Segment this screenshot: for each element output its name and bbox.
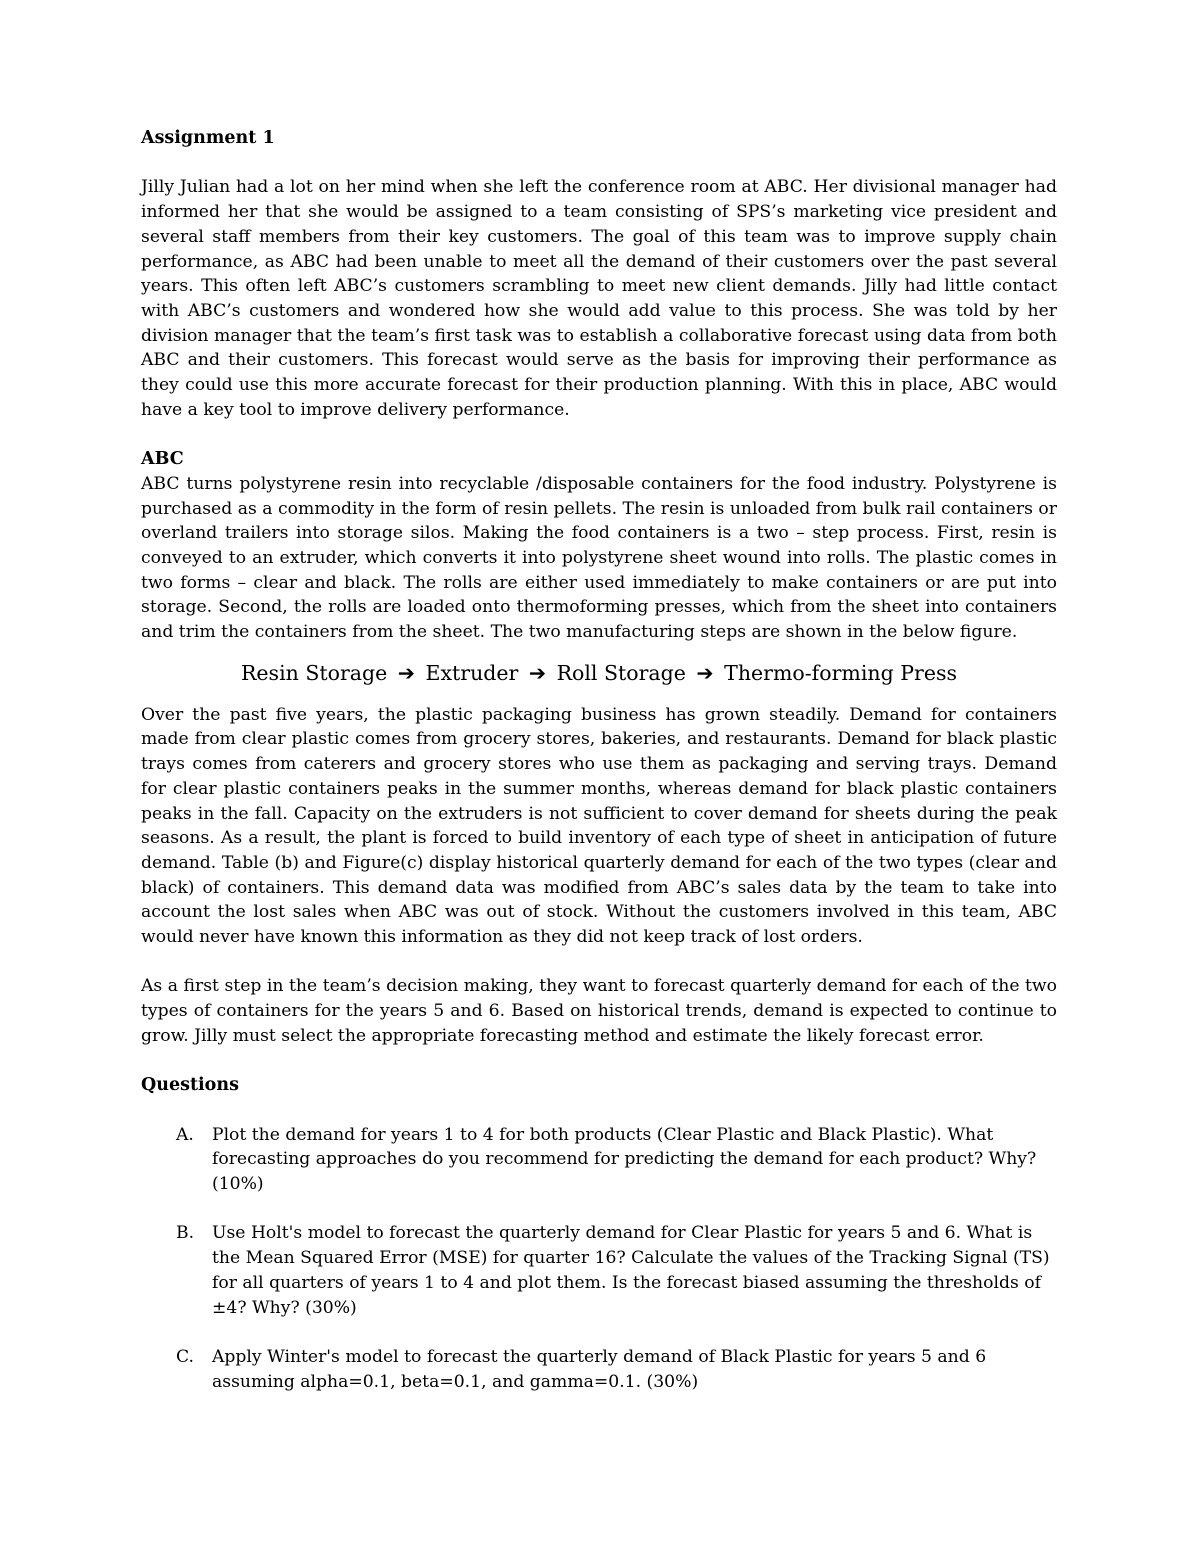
questions-heading: Questions xyxy=(141,1075,239,1096)
process-step-roll-storage: Roll Storage xyxy=(556,660,686,685)
process-flow-figure xyxy=(141,659,1057,687)
document-body xyxy=(141,126,1057,1394)
demand-paragraph: Over the past five years, the plastic packaging business has grown steadily. Demand for containers made from clear plastic comes from grocery stores, bakeries, and restaurants. Demand for black plastic trays comes from caterers and grocery stores who use them as packaging and serving trays. Demand for clear plastic containers peaks in the summer months, whereas demand for black plastic containers peaks in the fall. Capacity on the extruders is not sufficient to cover demand for sheets during the peak seasons. As a result, the plant is forced to build inventory of each type of sheet in anticipation of future demand. Table (b) and Figure(c) display historical quarterly demand for each of the two types (clear and black) of containers. This demand data was modified from ABC’s sales data by the team to take into account the lost sales when ABC was out of stock. Without the customers involved in this team, ABC would never have known this information as they did not keep track of lost orders. xyxy=(141,704,1057,948)
abc-heading: ABC xyxy=(141,449,184,470)
question-text: Apply Winter's model to forecast the quarterly demand of Black Plastic for years 5 and 6 assuming alpha=0.1, beta=0.1, and gamma=0.1. (30%) xyxy=(212,1346,987,1392)
assignment-title: Assignment 1 xyxy=(141,128,275,148)
question-marker: B. xyxy=(176,1223,195,1244)
question-text: Plot the demand for years 1 to 4 for both products (Clear Plastic and Black Plastic). What forecasting approaches do you recommend for predicting the demand for each product? Why? (10%) xyxy=(212,1124,1037,1195)
questions-list xyxy=(141,1123,1057,1395)
forecast-paragraph: As a first step in the team’s decision making, they want to forecast quarterly demand for each of the two types of containers for the years 5 and 6. Based on historical trends, demand is expected to continue to grow. Jilly must select the appropriate forecasting method and estimate the likely forecast error. xyxy=(141,976,1057,1046)
question-text: Use Holt's model to forecast the quarterly demand for Clear Plastic for years 5 and 6. What is the Mean Squared Error (MSE) for quarter 16? Calculate the values of the Tracking Signal (TS) for all quarters of years 1 to 4 and plot them. Is the forecast biased assuming the thresholds of ±4? Why? (30%) xyxy=(212,1223,1050,1318)
process-step-resin-storage: Resin Storage xyxy=(240,660,388,685)
question-item-c xyxy=(176,1345,1057,1394)
question-item-b xyxy=(176,1221,1057,1320)
right-arrow-icon: ➔ xyxy=(696,660,714,685)
intro-paragraph: Jilly Julian had a lot on her mind when she left the conference room at ABC. Her divisional manager had informed her that she would be assigned to a team consisting of SPS’s marketing vice president and several staff members from their key customers. The goal of this team was to improve supply chain performance, as ABC had been unable to meet all the demand of their customers over the past several years. This often left ABC’s customers scrambling to meet new client demands. Jilly had little contact with ABC’s customers and wondered how she would add value to this process. She was told by her division manager that the team’s first task was to establish a collaborative forecast using data from both ABC and their customers. This forecast would serve as the basis for improving their performance as they could use this more accurate forecast for their production planning. With this in place, ABC would have a key tool to improve delivery performance. xyxy=(141,177,1057,420)
process-step-extruder: Extruder xyxy=(425,660,519,685)
right-arrow-icon: ➔ xyxy=(397,660,415,685)
question-marker: C. xyxy=(176,1346,195,1367)
question-item-a xyxy=(176,1123,1057,1197)
abc-paragraph: ABC turns polystyrene resin into recyclable /disposable containers for the food industry. Polystyrene is purchased as a commodity in the form of resin pellets. The resin is unloaded from bulk rail containers or overland trailers into storage silos. Making the food containers is a two – step process. First, resin is conveyed to an extruder, which converts it into polystyrene sheet wound into rolls. The plastic comes in two forms – clear and black. The rolls are either used immediately to make containers or are put into storage. Second, the rolls are loaded onto thermoforming presses, which from the sheet into containers and trim the containers from the sheet. The two manufacturing steps are shown in the below figure. xyxy=(141,473,1057,643)
right-arrow-icon: ➔ xyxy=(528,660,547,685)
question-marker: A. xyxy=(176,1124,194,1145)
process-step-thermoforming-press: Thermo-forming Press xyxy=(724,660,957,685)
